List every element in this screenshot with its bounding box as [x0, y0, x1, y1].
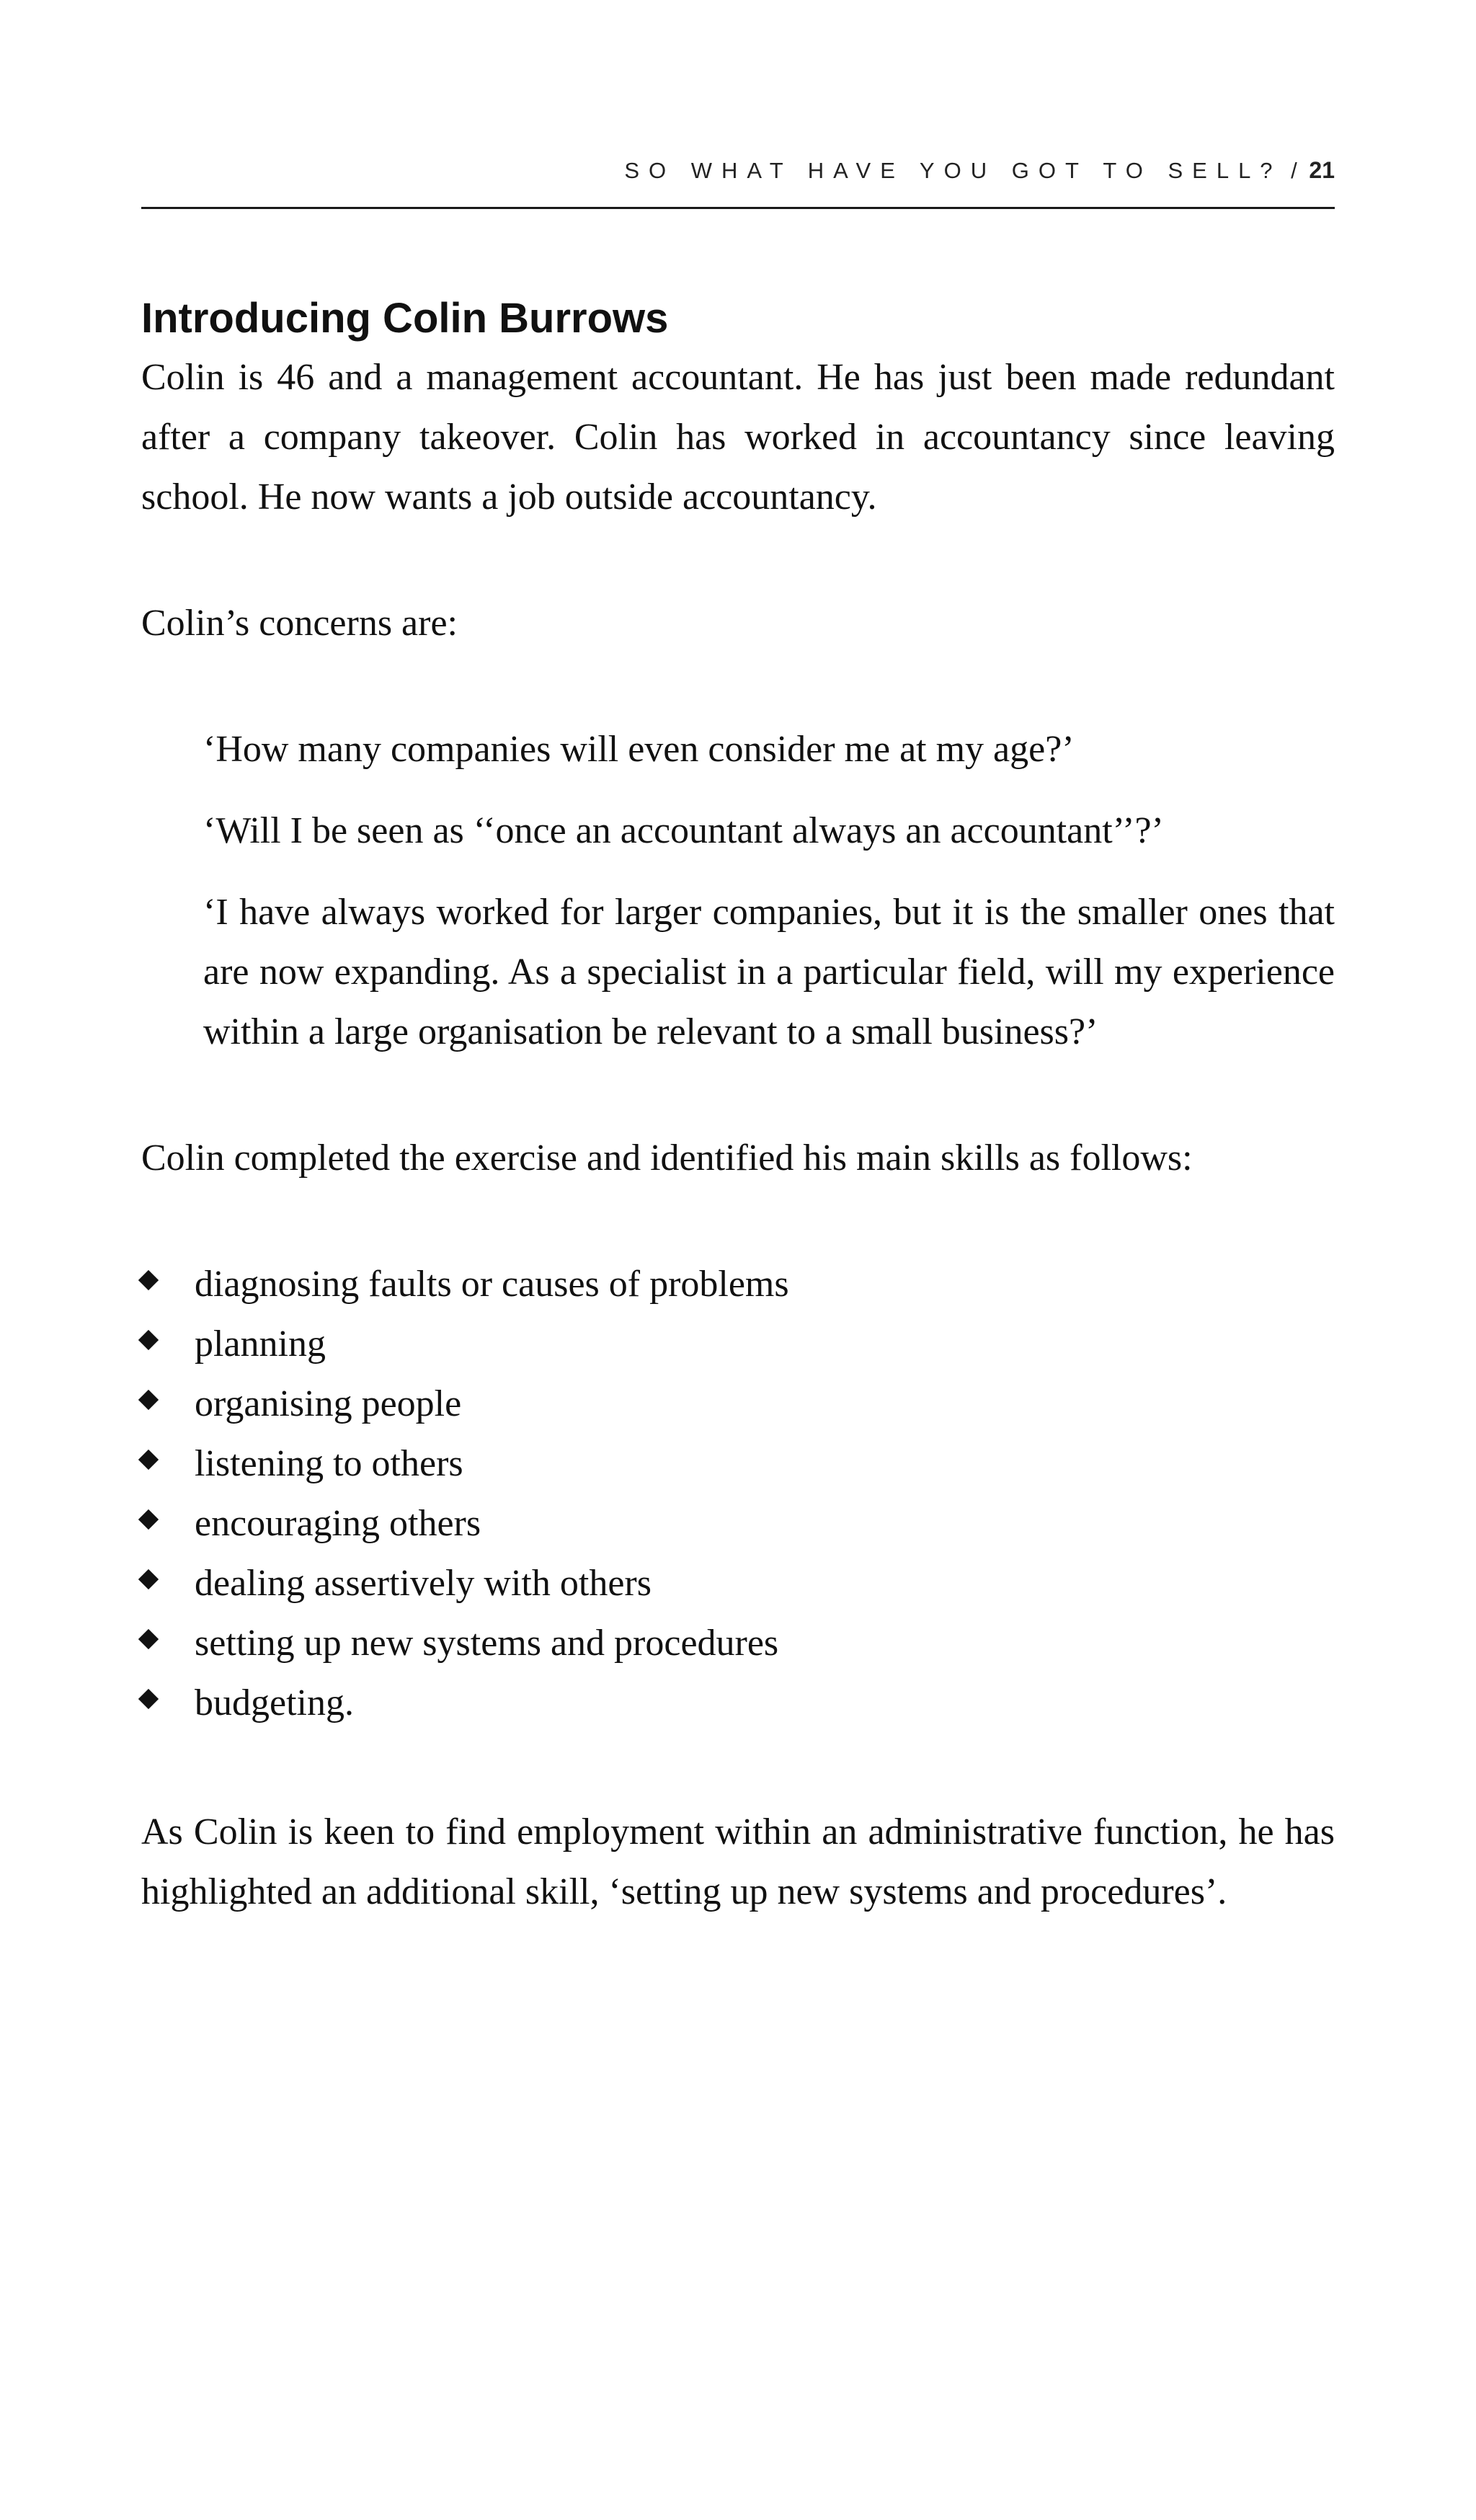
diamond-bullet-icon [138, 1330, 159, 1350]
skill-text: diagnosing faults or causes of problems [195, 1264, 789, 1305]
intro-paragraph: Colin is 46 and a management accountant. He has just been made redundant after a company takeover. Colin has worked in accountancy since leaving school. He now wants a job outside accountancy. [141, 357, 1335, 518]
skill-text: setting up new systems and procedures [195, 1623, 779, 1664]
concern-quote: ‘How many companies will even consider me at my age?’ [203, 729, 1075, 770]
running-title: SO WHAT HAVE YOU GOT TO SELL? [624, 158, 1282, 183]
list-item [141, 1254, 1335, 1314]
diamond-bullet-icon [138, 1689, 159, 1709]
concerns-lead: Colin’s concerns are: [141, 603, 458, 644]
diamond-bullet-icon [138, 1390, 159, 1410]
skill-text: planning [195, 1323, 326, 1365]
skills-list [141, 1254, 1335, 1733]
skill-text: organising people [195, 1383, 462, 1424]
list-item [141, 1673, 1335, 1733]
concern-quote: ‘I have always worked for larger companies, but it is the smaller ones that are now expanding. As a specialist in a particular field, will my experience within a large organisation be relevant to a small business?’ [203, 892, 1335, 1052]
list-item [141, 1314, 1335, 1374]
concern-quote: ‘Will I be seen as ‘‘once an accountant always an accountant’’?’ [203, 810, 1164, 851]
skill-text: encouraging others [195, 1503, 481, 1544]
page-number: 21 [1309, 157, 1335, 183]
diamond-bullet-icon [138, 1509, 159, 1530]
header-separator: / [1281, 158, 1310, 183]
header-rule [141, 207, 1335, 209]
section-heading: Introducing Colin Burrows [141, 295, 669, 342]
closing-paragraph: As Colin is keen to find employment within an administrative function, he has highlighted an additional skill, ‘setting up new systems and procedures’. [141, 1811, 1335, 1912]
skill-text: dealing assertively with others [195, 1563, 652, 1604]
page-body [141, 290, 1335, 1922]
skill-text: budgeting. [195, 1682, 354, 1723]
diamond-bullet-icon [138, 1569, 159, 1589]
list-item [141, 1553, 1335, 1613]
skill-text: listening to others [195, 1443, 463, 1484]
diamond-bullet-icon [138, 1629, 159, 1649]
diamond-bullet-icon [138, 1450, 159, 1470]
concerns-quotes [141, 719, 1335, 1062]
list-item [141, 1434, 1335, 1494]
list-item [141, 1613, 1335, 1673]
list-item [141, 1494, 1335, 1553]
skills-lead: Colin completed the exercise and identified his main skills as follows: [141, 1137, 1193, 1179]
diamond-bullet-icon [138, 1270, 159, 1290]
list-item [141, 1374, 1335, 1434]
running-header [624, 157, 1335, 184]
